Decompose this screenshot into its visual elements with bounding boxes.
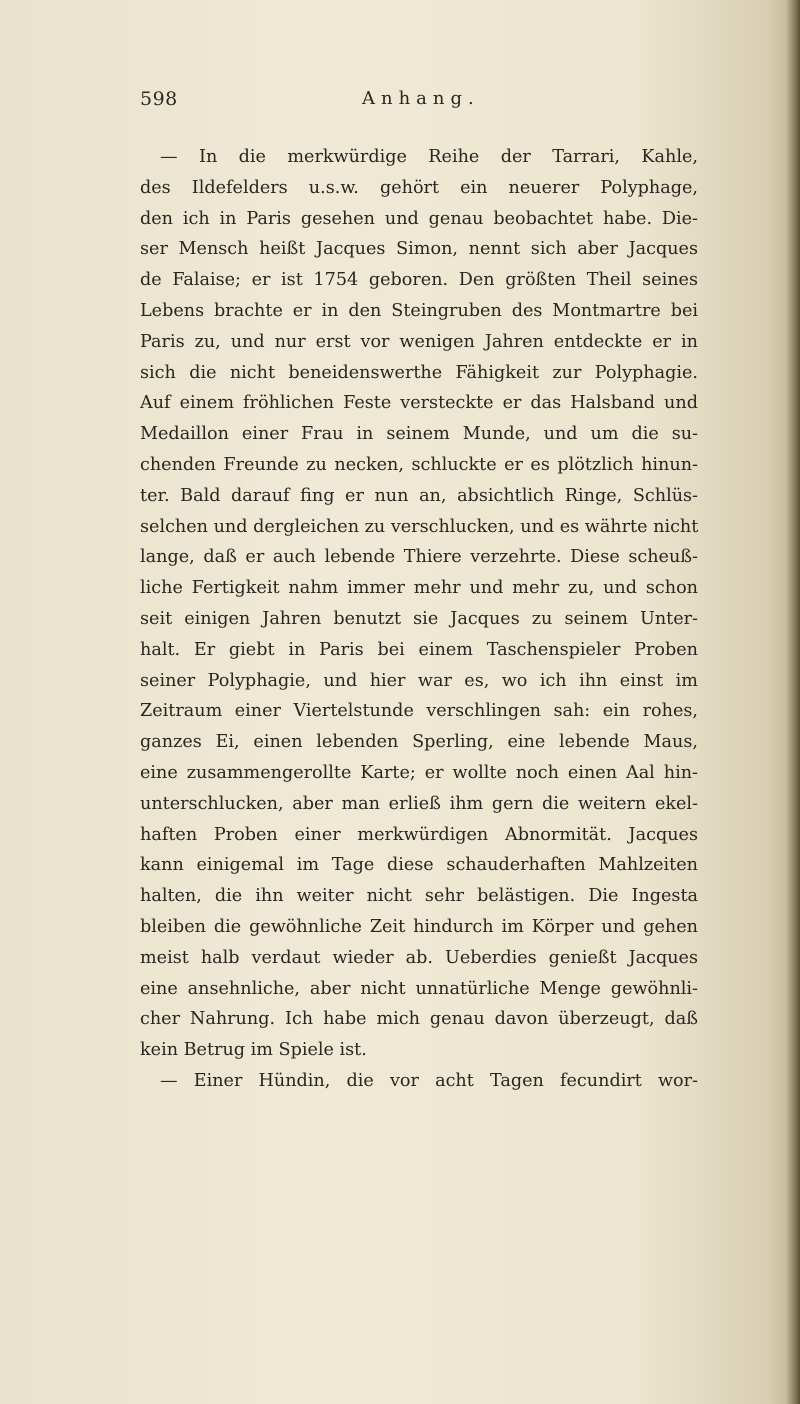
text-line: halt. Er giebt in Paris bei einem Taschenspieler Proben	[140, 639, 698, 660]
text-line: sich die nicht beneidenswerthe Fähigkeit zur Polyphagie.	[140, 362, 698, 383]
text-line: haften Proben einer merkwürdigen Abnormität. Jacques	[140, 824, 698, 845]
text-line: meist halb verdaut wieder ab. Ueberdies genießt Jacques	[140, 947, 698, 968]
text-line: ganzes Ei, einen lebenden Sperling, eine lebende Maus,	[140, 732, 698, 753]
text-line: den ich in Paris gesehen und genau beobachtet habe. Die-	[140, 208, 698, 229]
text-line: eine zusammengerollte Karte; er wollte noch einen Aal hin-	[140, 762, 698, 783]
text-line: cher Nahrung. Ich habe mich genau davon überzeugt, daß	[140, 1009, 698, 1030]
text-line: halten, die ihn weiter nicht sehr belästigen. Die Ingesta	[140, 886, 698, 907]
text-line: Paris zu, und nur erst vor wenigen Jahren entdeckte er in	[140, 331, 698, 352]
body-text	[140, 142, 698, 1097]
text-line: des Ildefelders u.s.w. gehört ein neuerer Polyphage,	[140, 177, 698, 198]
text-line: seit einigen Jahren benutzt sie Jacques zu seinem Unter-	[140, 608, 698, 629]
text-line: ter. Bald darauf fing er nun an, absichtlich Ringe, Schlüs-	[140, 485, 698, 506]
page-edge-shadow	[786, 0, 800, 1404]
text-line: — Einer Hündin, die vor acht Tagen fecundirt wor-	[160, 1070, 698, 1091]
text-line: unterschlucken, aber man erließ ihm gern die weitern ekel-	[140, 793, 698, 814]
running-head: Anhang.	[362, 88, 480, 109]
text-line: de Falaise; er ist 1754 geboren. Den größten Theil seines	[140, 270, 698, 291]
text-line: liche Fertigkeit nahm immer mehr und mehr zu, und schon	[140, 578, 698, 599]
text-line: chenden Freunde zu necken, schluckte er es plötzlich hinun-	[140, 454, 698, 475]
text-line: Auf einem fröhlichen Feste versteckte er das Halsband und	[140, 393, 698, 414]
text-line: kein Betrug im Spiele ist.	[140, 1040, 367, 1061]
page-header	[140, 88, 700, 118]
text-line: kann einigemal im Tage diese schauderhaften Mahlzeiten	[140, 855, 698, 876]
text-line: lange, daß er auch lebende Thiere verzehrte. Diese scheuß-	[140, 547, 698, 568]
text-line: selchen und dergleichen zu verschlucken, und es währte nicht	[140, 516, 698, 537]
text-line: seiner Polyphagie, und hier war es, wo ich ihn einst im	[140, 670, 698, 691]
text-line: — In die merkwürdige Reihe der Tarrari, Kahle,	[160, 147, 698, 167]
text-line: ser Mensch heißt Jacques Simon, nennt sich aber Jacques	[140, 239, 698, 260]
text-line: Medaillon einer Frau in seinem Munde, und um die su-	[140, 424, 698, 445]
text-line: eine ansehnliche, aber nicht unnatürliche Menge gewöhnli-	[140, 978, 698, 999]
page-number: 598	[140, 88, 178, 110]
text-line: Lebens brachte er in den Steingruben des Montmartre bei	[140, 300, 698, 321]
text-line: Zeitraum einer Viertelstunde verschlingen sah: ein rohes,	[140, 701, 698, 722]
text-line: bleiben die gewöhnliche Zeit hindurch im Körper und gehen	[140, 916, 698, 937]
